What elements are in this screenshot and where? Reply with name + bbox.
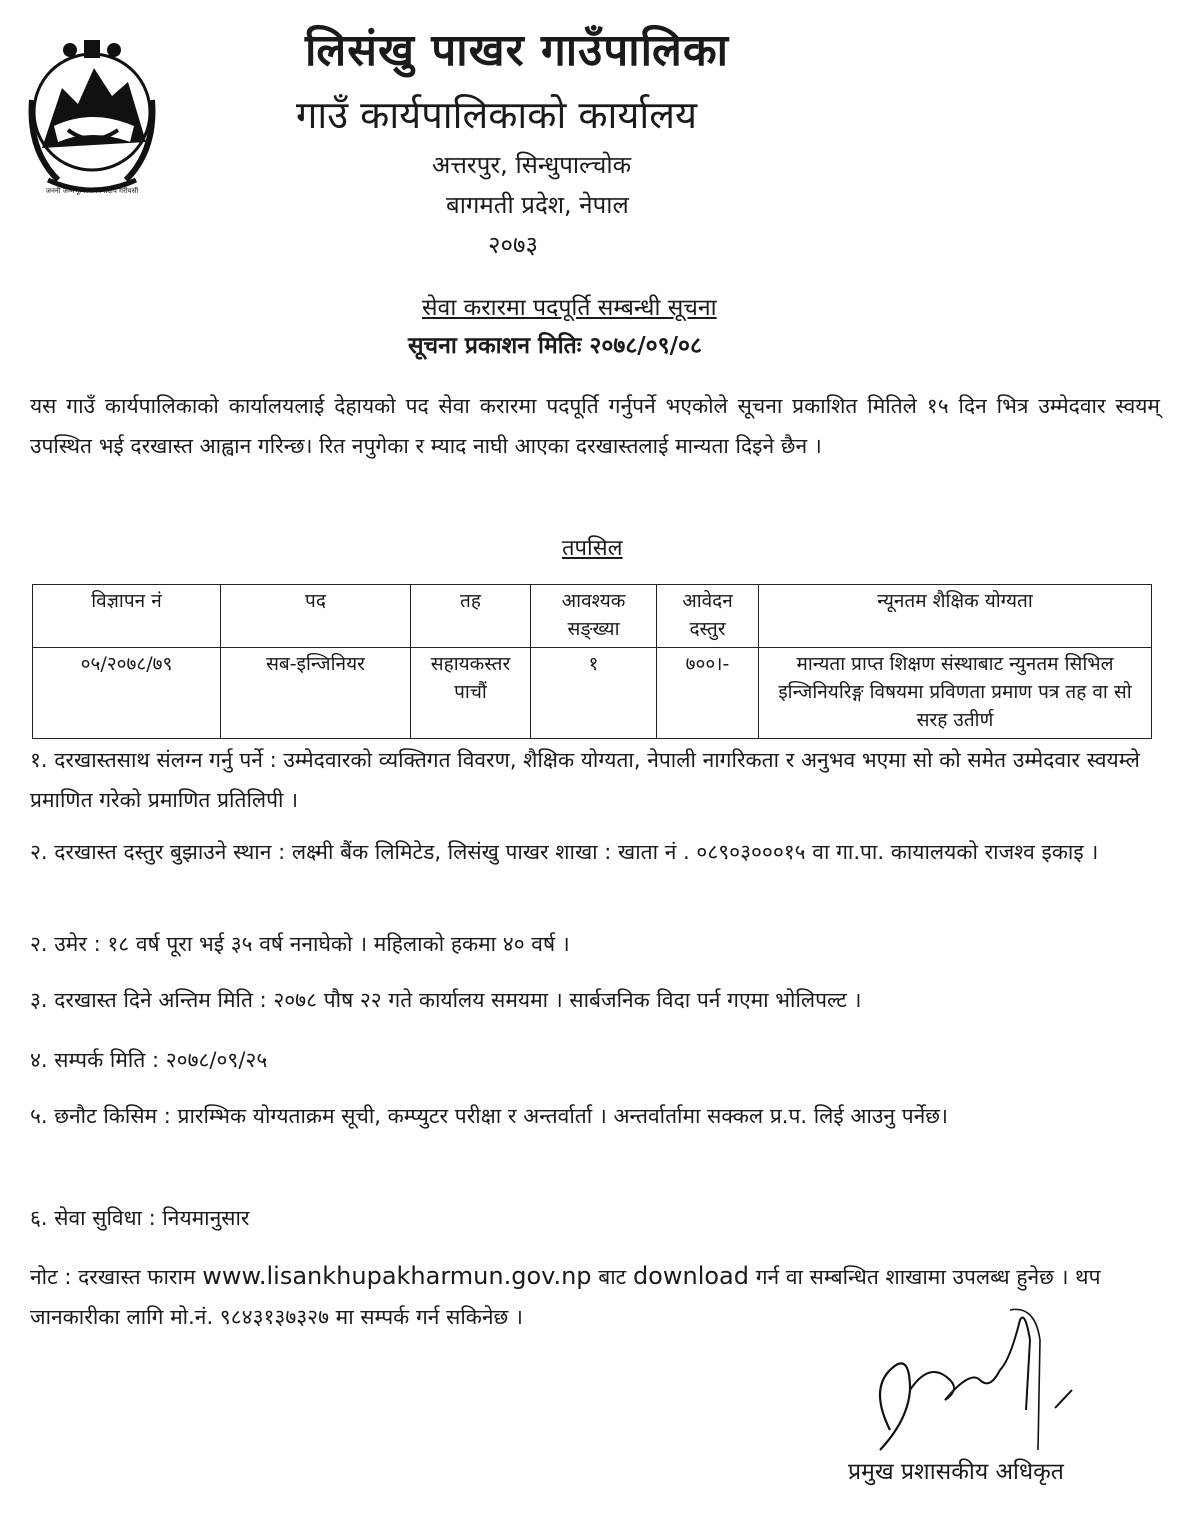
list-item: १. दरखास्तसाथ संलग्न गर्नु पर्ने : उम्मेदवारको व्यक्तिगत विवरण, शैक्षिक योग्यता, नेपाली नागरिकता र अनुभव भएमा सो को समेत उम्मेदवार स्वयम्ले प्रमाणित गरेको प्रमाणित प्रतिलिपी ।: [30, 748, 1140, 812]
list-item: ३. दरखास्त दिने अन्तिम मिति : २०७८ पौष २२ गते कार्यालय समयमा । सार्बजनिक विदा पर्न गएमा भोलिपल्ट ।: [30, 988, 862, 1012]
table-cell: सहायकस्तर पाचौं: [411, 648, 531, 739]
list-item: २. उमेर : १८ वर्ष पूरा भई ३५ वर्ष ननाघेको । महिलाको हकमा ४० वर्ष ।: [30, 932, 570, 956]
intro-paragraph: यस गाउँ कार्यपालिकाको कार्यालयलाई देहायको पद सेवा करारमा पदपूर्ति गर्नुपर्ने भएकोले सूचना प्रकाशित मितिले १५ दिन भित्र उम्मेदवार स्वयम् उपस्थित भई दरखास्त आह्वान गरिन्छ। रित नपुगेका र म्याद नाघी आएका दरखास्तलाई मान्यता दिइने छैन ।: [30, 394, 1160, 458]
vacancy-table: [32, 584, 1152, 739]
municipality-title: लिसंखु पाखर गाउँपालिका: [305, 25, 730, 76]
col-header: आवश्यक सङ्ख्या: [531, 585, 657, 648]
nepal-emblem-icon: [18, 30, 166, 200]
notice-subject: सेवा करारमा पदपूर्ति सम्बन्धी सूचना: [422, 295, 717, 321]
col-header: तह: [411, 585, 531, 648]
list-item: ४. सम्पर्क मिति : २०७८/०९/२५: [30, 1048, 268, 1072]
col-header: पद: [221, 585, 411, 648]
col-header: विज्ञापन नं: [33, 585, 221, 648]
table-cell: ०५/२०७८/७९: [33, 648, 221, 739]
table-cell: ७००।-: [657, 648, 759, 739]
address-line-2: बागमती प्रदेश, नेपाल: [446, 191, 629, 219]
office-title: गाउँ कार्यपालिकाको कार्यालय: [296, 93, 698, 137]
table-cell: सब-इन्जिनियर: [221, 648, 411, 739]
svg-text:जननी जन्मभूमिश्च स्वर्गादपि गर: जननी जन्मभूमिश्च स्वर्गादपि गरीयसी: [45, 187, 139, 195]
note-suffix: गर्न वा सम्बन्धित शाखामा उपलब्ध हुनेछ । थप जानकारीका लागि मो.नं. ९८४३१३७३२७ मा सम्पर्क गर्न सकिनेछ ।: [30, 1265, 1101, 1329]
publish-date: सूचना प्रकाशन मितिः २०७८/०९/०८: [408, 333, 702, 359]
established-year: २०७३: [488, 231, 538, 259]
table-row: [33, 648, 1152, 739]
signature-icon: [850, 1300, 1080, 1460]
address-line-1: अत्तरपुर, सिन्धुपाल्चोक: [432, 151, 632, 179]
list-item: ६. सेवा सुविधा : नियमानुसार: [30, 1206, 250, 1230]
col-header: न्यूनतम शैक्षिक योग्यता: [759, 585, 1152, 648]
note-prefix: नोट : दरखास्त फाराम: [30, 1265, 196, 1289]
table-header-row: [33, 585, 1152, 648]
list-item: ५. छनौट किसिम : प्रारम्भिक योग्यताक्रम सूची, कम्प्युटर परीक्षा र अन्तर्वार्ता । अन्तर्वार्तामा सक्कल प्र.प. लिई आउनु पर्नेछ।: [30, 1104, 948, 1128]
list-item: २. दरखास्त दस्तुर बुझाउने स्थान : लक्ष्मी बैंक लिमिटेड, लिसंखु पाखर शाखा : खाता नं . ०८९०३०००१५ वा गा.पा. कायालयको राजश्व इकाइ ।: [30, 840, 1099, 864]
table-cell: १: [531, 648, 657, 739]
signatory-title: प्रमुख प्रशासकीय अधिकृत: [848, 1459, 1064, 1485]
download-word: download: [632, 1262, 749, 1290]
note-middle: बाट: [598, 1265, 627, 1289]
col-header: आवेदन दस्तुर: [657, 585, 759, 648]
table-cell: मान्यता प्राप्त शिक्षण संस्थाबाट न्युनतम सिभिल इन्जिनियरिङ्ग विषयमा प्रविणता प्रमाण पत्र तह वा सो सरह उतीर्ण: [759, 648, 1152, 739]
website-link[interactable]: www.lisankhupakharmun.gov.np: [202, 1262, 592, 1290]
details-heading: तपसिल: [562, 536, 623, 561]
